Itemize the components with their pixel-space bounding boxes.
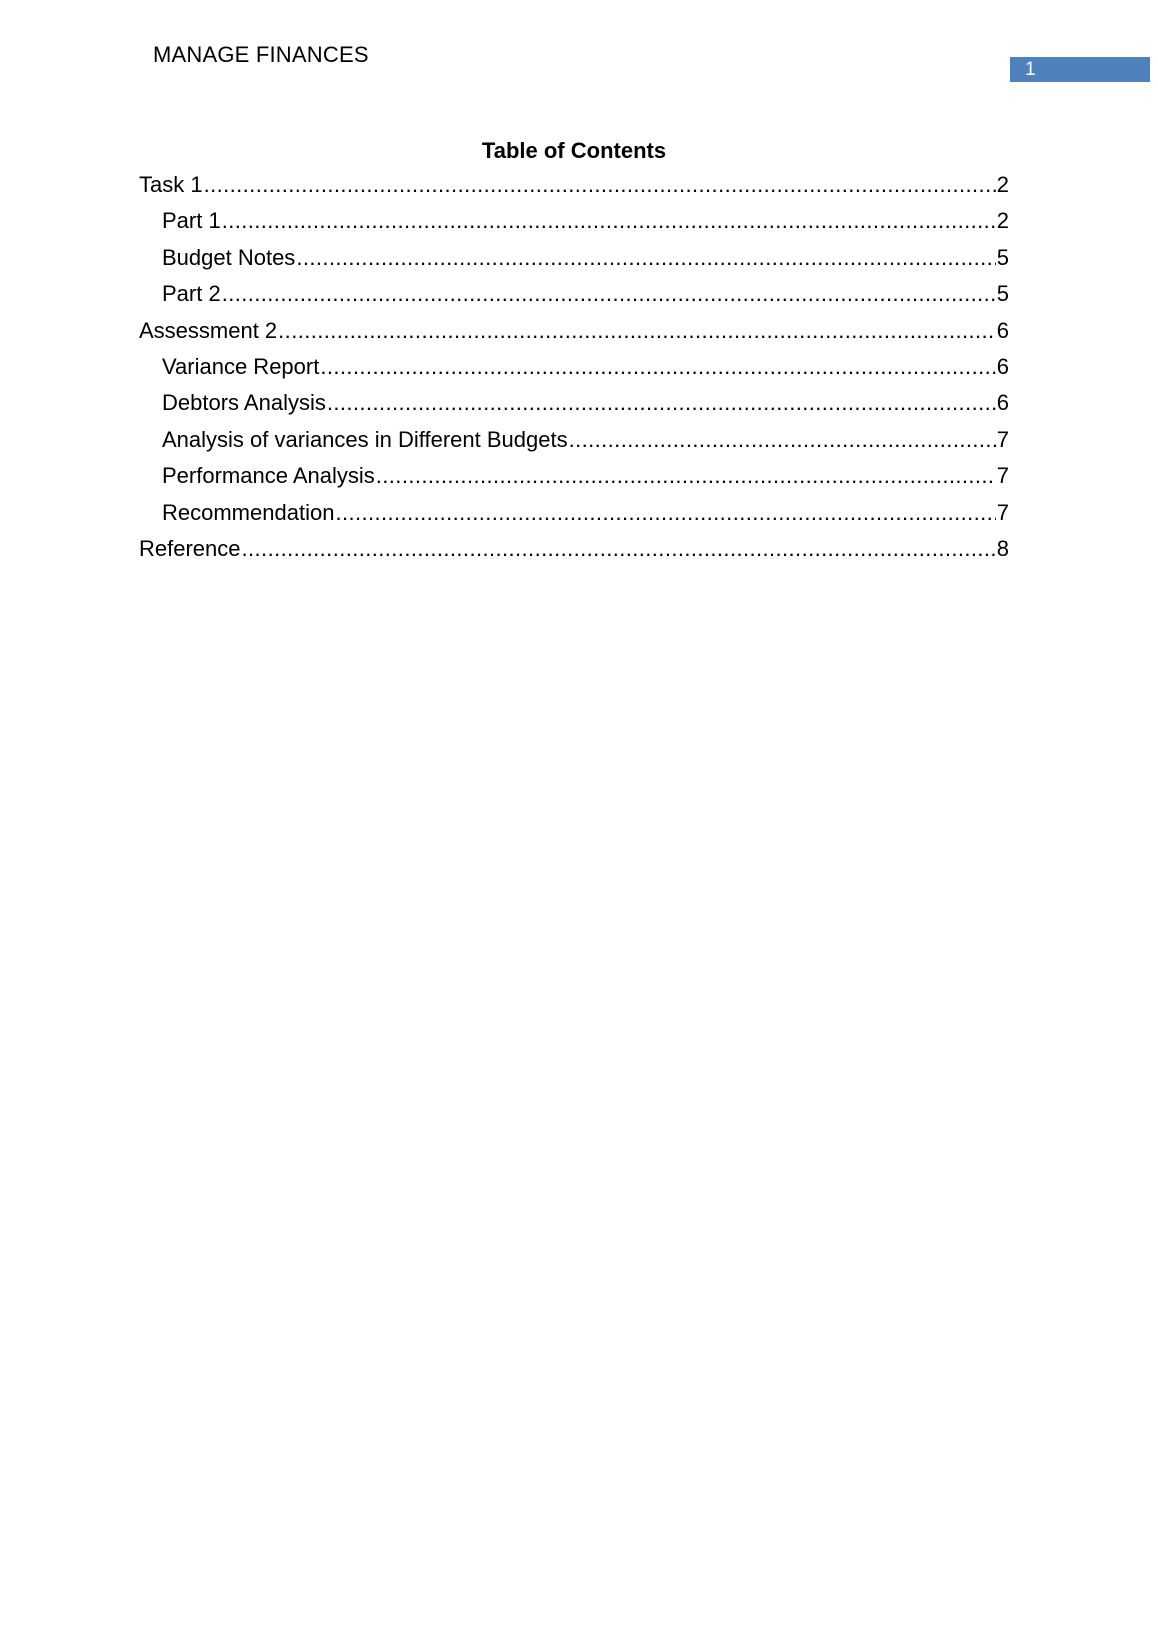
page-number: 1 [1025,59,1036,80]
toc-list [139,167,1009,567]
toc-entry-page: 7 [996,499,1009,525]
toc-entry-page: 6 [996,353,1009,379]
toc-entry-performance-analysis[interactable] [139,458,1009,494]
toc-dot-leader [242,531,996,567]
toc-dot-leader [204,167,996,203]
toc-entry-page: 6 [996,317,1009,343]
toc-entry-label: Analysis of variances in Different Budgets [162,426,568,452]
toc-entry-label: Task 1 [139,172,203,197]
running-header: MANAGE FINANCES [153,42,369,67]
toc-entry-debtors-analysis[interactable] [139,385,1009,421]
toc-dot-leader [376,458,996,494]
toc-entry-part-2[interactable] [139,276,1009,312]
toc-entry-assessment-2[interactable] [139,313,1009,349]
toc-dot-leader [320,349,995,385]
toc-dot-leader [335,495,995,531]
toc-entry-label: Variance Report [162,353,320,379]
toc-entry-recommendation[interactable] [139,495,1009,531]
toc-entry-page: 2 [996,172,1009,197]
toc-dot-leader [222,203,996,239]
toc-entry-page: 5 [996,244,1009,270]
toc-dot-leader [569,422,996,458]
toc-entry-label: Part 2 [162,281,221,307]
toc-entry-page: 6 [996,390,1009,416]
toc-entry-label: Part 1 [162,208,221,234]
toc-title: Table of Contents [481,138,667,163]
toc-entry-label: Recommendation [162,499,335,525]
toc-entry-reference[interactable] [139,531,1009,567]
toc-entry-page: 7 [996,463,1009,489]
toc-entry-page: 8 [996,535,1009,561]
toc-entry-label: Debtors Analysis [162,390,326,416]
toc-entry-page: 2 [996,208,1009,234]
toc-entry-label: Reference [139,535,241,561]
toc-entry-page: 7 [996,426,1009,452]
toc-dot-leader [278,313,996,349]
toc-entry-part-1[interactable] [139,203,1009,239]
toc-entry-task-1[interactable] [139,167,1009,203]
toc-entry-label: Performance Analysis [162,463,375,489]
toc-dot-leader [327,385,996,421]
toc-entry-budget-notes[interactable] [139,240,1009,276]
toc-entry-variance-report[interactable] [139,349,1009,385]
toc-entry-analysis-of-variances[interactable] [139,422,1009,458]
toc-entry-label: Assessment 2 [139,317,278,343]
toc-dot-leader [222,276,996,312]
toc-entry-page: 5 [996,281,1009,307]
toc-entry-label: Budget Notes [162,244,296,270]
page-number-box [1010,57,1150,82]
toc-dot-leader [296,240,995,276]
